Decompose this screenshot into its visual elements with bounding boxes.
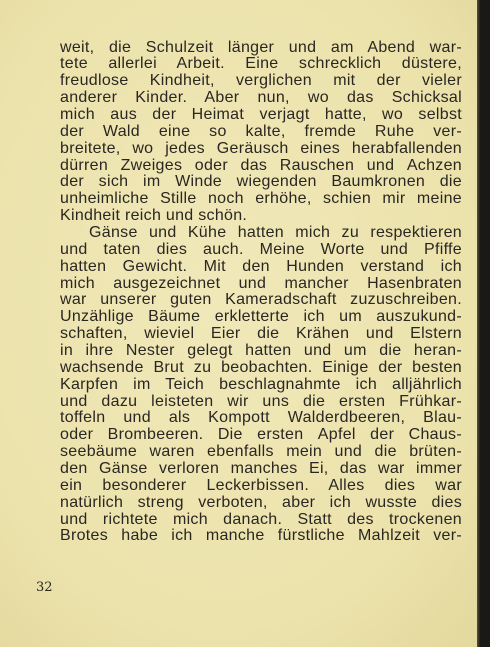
page-number: 32: [36, 580, 53, 595]
text-line: Gänse und Kühe hatten mich zu respektieren: [89, 224, 462, 241]
text-line: und taten dies auch. Meine Worte und Pfiffe: [60, 241, 462, 258]
page-edge: [477, 0, 490, 647]
text-line: natürlich streng verboten, aber ich wusste dies: [60, 494, 462, 511]
text-line: hatten Gewicht. Mit den Hunden verstand ich: [60, 258, 462, 275]
text-line: der sich im Winde wiegenden Baumkronen die: [60, 174, 462, 191]
text-line: schaften, wieviel Eier die Krähen und Elstern: [60, 326, 462, 343]
text-line: freudlose Kindheit, verglichen mit der vieler: [60, 73, 462, 90]
text-line: wachsende Brut zu beobachten. Einige der besten: [60, 359, 462, 376]
text-line: seebäume waren ebenfalls mein und die brüten-: [60, 444, 462, 461]
paragraph-1: [60, 40, 462, 225]
text-line: unheimliche Stille noch erhöhe, schien mir meine: [60, 191, 462, 208]
text-line: mich ausgezeichnet und mancher Hasenbraten: [60, 275, 462, 292]
text-line: war unserer guten Kameradschaft zuzuschreiben.: [60, 292, 462, 309]
text-line: den Gänse verloren manches Ei, das war immer: [60, 460, 462, 477]
text-line: der Wald eine so kalte, fremde Ruhe ver-: [60, 123, 462, 140]
text-line: tete allerlei Arbeit. Eine schrecklich düstere,: [60, 56, 462, 73]
text-line: Kindheit reich und schön.: [60, 208, 248, 225]
text-line: anderer Kinder. Aber nun, wo das Schicksal: [60, 90, 462, 107]
text-line: toffeln und als Kompott Walderdbeeren, Blau-: [60, 410, 462, 427]
text-line: oder Brombeeren. Die ersten Äpfel der Chaus-: [60, 427, 462, 444]
text-line: weit, die Schulzeit länger und am Abend war-: [60, 39, 462, 56]
text-line: mich aus der Heimat verjagt hatte, wo selbst: [60, 106, 462, 123]
text-line: und dazu leisteten wir uns die ersten Frühkar-: [60, 393, 462, 410]
text-line: dürren Zweiges oder das Rauschen und Ächzen: [60, 157, 462, 174]
page-text: [60, 40, 462, 546]
text-line: in ihre Nester gelegt hatten und um die heran-: [60, 342, 462, 359]
text-line: und richtete mich danach. Statt des trockenen: [60, 511, 462, 528]
text-line: ein besonderer Leckerbissen. Alles dies war: [60, 477, 462, 494]
text-line: Unzählige Bäume erkletterte ich um auszukund-: [60, 309, 462, 326]
text-line: breitete, wo jedes Geräusch eines herabfallenden: [60, 140, 462, 157]
paragraph-2: [60, 225, 462, 545]
text-line: Karpfen im Teich beschlagnahmte ich alljährlich: [60, 376, 462, 393]
text-line: Brotes habe ich manche fürstliche Mahlzeit ver-: [60, 528, 462, 545]
